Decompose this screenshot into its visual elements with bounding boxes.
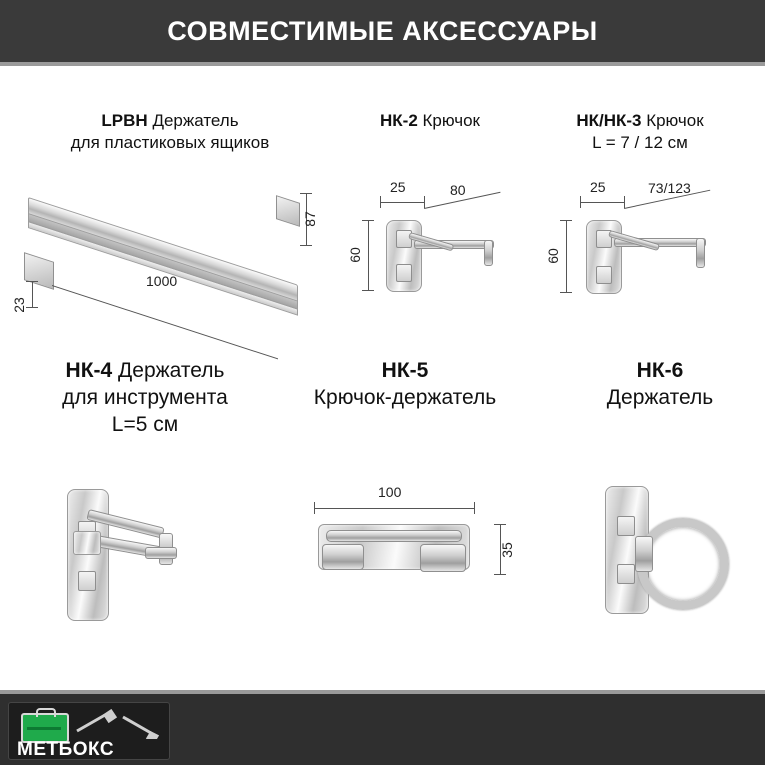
item-lpbh-illustration: [11, 185, 318, 330]
item-nk6-line2: Держатель: [606, 385, 714, 409]
nk5-dim-35-tick-bottom: [494, 574, 506, 575]
nk2-dim-25-line: [380, 202, 424, 203]
nk4-clamp-base: [73, 531, 101, 555]
nk3-dim-reach: 73/123: [648, 180, 691, 196]
nk6-slot-bottom: [617, 564, 635, 584]
page-header: [0, 0, 765, 62]
lpbh-dim-23-tick-bottom: [26, 307, 38, 308]
page-title: СОВМЕСТИМЫЕ АКСЕССУАРЫ: [167, 15, 598, 46]
item-nk2-name: Крючок: [422, 111, 480, 130]
nk4-slot-bottom: [78, 571, 96, 591]
item-nk4-code: НК-4: [65, 359, 113, 382]
lpbh-rail-lip: [28, 221, 298, 316]
nk6-ring-mount: [635, 536, 653, 572]
lpbh-dim-87-tick-bottom: [300, 245, 312, 246]
lpbh-dim-height: 87: [302, 211, 318, 227]
nk2-dim-60-line: [368, 220, 369, 290]
nk3-dim-25-tick-right: [624, 196, 625, 208]
item-nk4-title: [10, 358, 280, 439]
item-nk4: [10, 358, 280, 439]
item-nk4-name: Держатель: [118, 359, 225, 382]
item-nk6-title: [560, 358, 760, 412]
nk2-slot-bottom: [396, 264, 412, 282]
nk6-slot-top: [617, 516, 635, 536]
nk2-dim-25-tick-right: [424, 196, 425, 208]
item-nk6-illustration: [595, 480, 745, 620]
item-nk5-illustration: [300, 478, 530, 608]
nk3-hook-tip: [696, 238, 705, 268]
nk3-dim-width: 25: [590, 179, 606, 195]
item-lpbh-title: [20, 110, 320, 154]
nk5-top-bar: [326, 530, 462, 542]
item-nk6-code: НК-6: [636, 359, 684, 382]
lpbh-right-bracket: [276, 195, 300, 227]
nk2-dim-width: 25: [390, 179, 406, 195]
nk3-dim-60-tick-top: [560, 220, 572, 221]
nk3-dim-25-line: [580, 202, 624, 203]
item-nk5-line2: Крючок-держатель: [313, 385, 497, 409]
item-nk4-line2: для инструмента: [62, 385, 228, 409]
nk3-dim-25-tick-left: [580, 196, 581, 208]
item-nk3-line2: L = 7 / 12 см: [592, 132, 688, 152]
lpbh-dim-depth: 23: [11, 297, 27, 313]
nk5-dim-height: 35: [499, 542, 515, 558]
nk3-dim-60-tick-bottom: [560, 292, 572, 293]
wrench-icon: [71, 709, 161, 739]
nk3-dim-height: 60: [545, 248, 561, 264]
lpbh-dim-87-tick-top: [300, 193, 312, 194]
page-footer: [0, 694, 765, 765]
brand-name: МЕТБОКС: [17, 739, 115, 760]
nk4-plate: [67, 489, 109, 621]
nk5-dim-width: 100: [378, 484, 402, 500]
nk5-dim-35-tick-top: [494, 524, 506, 525]
lpbh-dim-23-tick-top: [26, 281, 38, 282]
item-nk2: [330, 110, 530, 132]
nk3-slot-bottom: [596, 266, 612, 284]
item-nk6: [560, 358, 760, 412]
toolbox-icon-band: [27, 727, 61, 730]
item-nk3-illustration: [545, 179, 748, 320]
nk2-dim-height: 60: [347, 247, 363, 263]
nk4-clamp-tip: [145, 547, 177, 559]
nk5-dim-100-line: [314, 508, 474, 509]
item-nk5-title: [275, 358, 535, 412]
lpbh-dim-23-line: [32, 281, 33, 307]
nk3-dim-60-line: [566, 220, 567, 292]
nk2-dim-60-tick-top: [362, 220, 374, 221]
nk2-dim-25-tick-left: [380, 196, 381, 208]
item-lpbh-name: Держатель: [152, 111, 239, 130]
item-nk4-illustration: [55, 485, 235, 630]
header-divider: [0, 62, 765, 66]
item-lpbh: [20, 110, 320, 154]
item-nk3-name: Крючок: [646, 111, 704, 130]
nk5-right-block: [420, 544, 466, 572]
item-nk2-illustration: [347, 179, 538, 320]
brand-logo: [8, 702, 170, 760]
item-nk3: [530, 110, 750, 154]
nk2-dim-reach: 80: [450, 182, 466, 198]
lpbh-dim-length: 1000: [146, 273, 178, 289]
item-nk5: [275, 358, 535, 412]
item-lpbh-code: LPBH: [101, 111, 148, 130]
item-nk4-line3: L=5 см: [111, 412, 179, 436]
nk2-dim-60-tick-bottom: [362, 290, 374, 291]
nk5-dim-100-tick-right: [474, 502, 475, 514]
item-lpbh-line2: для пластиковых ящиков: [70, 132, 270, 152]
item-nk3-title: [530, 110, 750, 154]
nk5-left-block: [322, 544, 364, 570]
item-nk2-title: [330, 110, 530, 132]
item-nk2-code: НК-2: [380, 111, 418, 130]
nk5-dim-100-tick-left: [314, 502, 315, 514]
nk2-hook-tip: [484, 240, 493, 266]
item-nk3-code: НК/НК-3: [576, 111, 642, 130]
item-nk5-code: НК-5: [381, 359, 429, 382]
